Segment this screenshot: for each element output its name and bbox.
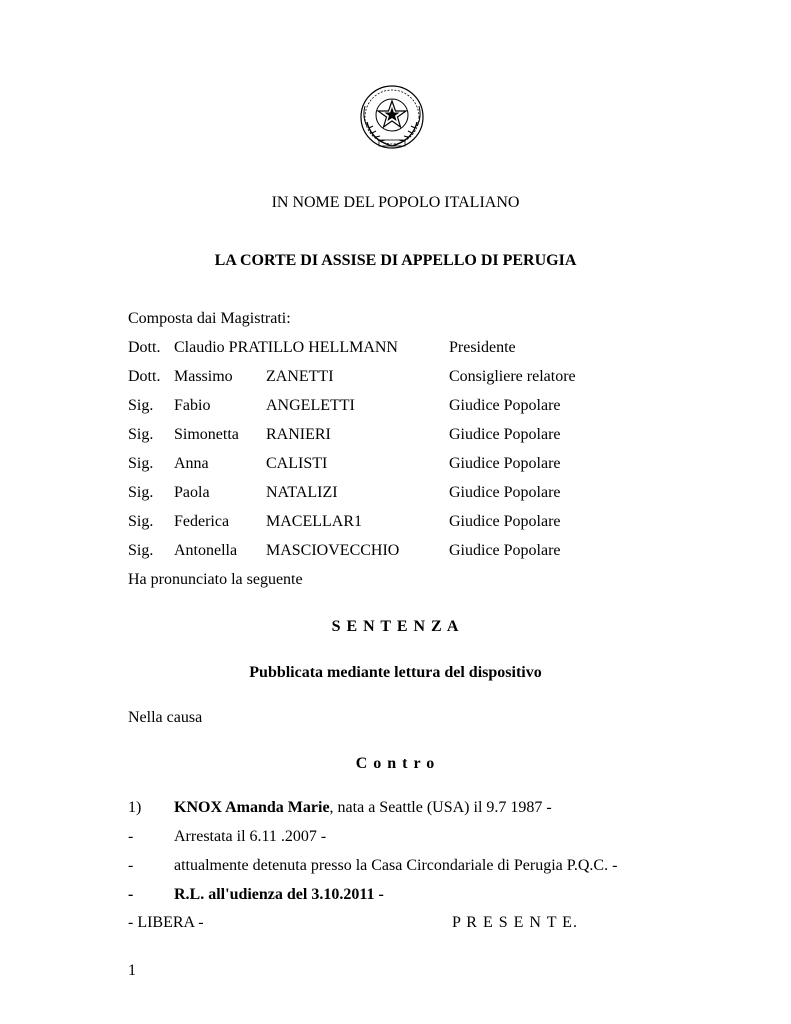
magistrate-first-name: Antonella: [174, 542, 238, 559]
bullet-dash: -: [128, 857, 134, 874]
composition-intro: Composta dai Magistrati:: [128, 310, 291, 327]
magistrate-first-name: Massimo: [174, 368, 233, 385]
magistrate-row: [0, 484, 791, 508]
magistrate-role: Consigliere relatore: [449, 368, 576, 385]
magistrate-last-name: MASCIOVECCHIO: [266, 542, 400, 559]
bullet-dash: -: [128, 828, 134, 845]
magistrate-row-president: [0, 339, 791, 363]
arrest-date: Arrestata il 6.11 .2007 -: [174, 828, 327, 845]
magistrate-title: Sig.: [128, 455, 154, 472]
magistrate-role: Giudice Popolare: [449, 542, 561, 559]
magistrate-title: Sig.: [128, 513, 154, 530]
magistrate-role: Giudice Popolare: [449, 455, 561, 472]
court-title: LA CORTE DI ASSISE DI APPELLO DI PERUGIA: [214, 252, 577, 269]
magistrate-first-name: Anna: [174, 455, 209, 472]
magistrate-title: Dott.: [128, 368, 161, 385]
magistrate-role: Giudice Popolare: [449, 426, 561, 443]
magistrate-last-name: MACELLAR1: [266, 513, 362, 530]
magistrate-role: Giudice Popolare: [449, 513, 561, 530]
magistrate-last-name: NATALIZI: [266, 484, 338, 501]
magistrate-row: [0, 542, 791, 566]
magistrate-first-name: Federica: [174, 513, 230, 530]
magistrate-first-name: Simonetta: [174, 426, 239, 443]
magistrate-title: Sig.: [128, 397, 154, 414]
magistrate-last-name: RANIERI: [266, 426, 331, 443]
magistrate-row: [0, 426, 791, 450]
magistrate-role: Presidente: [449, 339, 516, 356]
page-number: 1: [128, 962, 136, 979]
bullet-dash: -: [128, 886, 134, 903]
magistrate-last-name: ZANETTI: [266, 368, 334, 385]
magistrate-title: Dott.: [128, 339, 161, 356]
magistrate-full-name: Claudio PRATILLO HELLMANN: [174, 339, 398, 356]
magistrate-row: [0, 455, 791, 479]
magistrate-first-name: Fabio: [174, 397, 211, 414]
magistrate-last-name: CALISTI: [266, 455, 328, 472]
magistrate-title: Sig.: [128, 426, 154, 443]
rl-hearing: R.L. all'udienza del 3.10.2011 -: [174, 886, 384, 903]
magistrate-row: [0, 513, 791, 537]
composition-closing: Ha pronunciato la seguente: [128, 571, 303, 588]
detention-status: attualmente detenuta presso la Casa Circondariale di Perugia P.Q.C. -: [174, 857, 618, 874]
defendant-details: , nata a Seattle (USA) il 9.7 1987 -: [329, 799, 552, 816]
magistrate-last-name: ANGELETTI: [266, 397, 355, 414]
sentenza-subtitle: Pubblicata mediante lettura del dispositivo: [249, 664, 542, 681]
sentenza-title: S E N T E N Z A: [331, 618, 460, 635]
magistrate-title: Sig.: [128, 484, 154, 501]
contro-heading: C o n t r o: [355, 755, 436, 772]
status-libera: - LIBERA -: [128, 914, 204, 931]
heading-popolo: IN NOME DEL POPOLO ITALIANO: [271, 194, 520, 211]
magistrate-role: Giudice Popolare: [449, 397, 561, 414]
magistrate-title: Sig.: [128, 542, 154, 559]
magistrate-row: [0, 397, 791, 421]
defendant-line: [174, 799, 552, 817]
cause-intro: Nella causa: [128, 709, 203, 726]
magistrate-role: Giudice Popolare: [449, 484, 561, 501]
italian-republic-emblem-icon: [357, 82, 427, 152]
defendant-name: KNOX Amanda Marie: [174, 799, 330, 816]
defendant-number: 1): [128, 799, 142, 816]
magistrate-row: [0, 368, 791, 392]
magistrate-first-name: Paola: [174, 484, 210, 501]
status-presente: P R E S E N T E.: [452, 914, 578, 931]
